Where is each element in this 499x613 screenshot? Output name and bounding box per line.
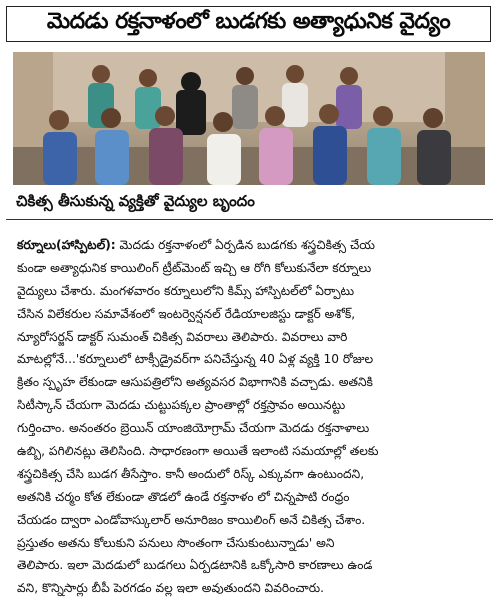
photo-caption-box	[6, 186, 493, 220]
article-line: చేసిన విలేకరుల సమావేశంలో ఇంటర్వెన్షనల్ రేడియాలజిస్టు డాక్టర్ అశోక్,	[17, 306, 356, 321]
article-line: గుర్తించాం. అనంతరం బ్రెయిన్ యాంజియోగ్రామ్ చేయగా మెదడు రక్తనాళాలు	[17, 421, 370, 436]
article-line: ఉబ్బి, పగిలినట్లు తెలిసింది. సాధారణంగా అయితే ఇలాంటి సమయాల్లో తలకు	[17, 444, 379, 459]
headline: మెదడు రక్తనాళంలో బుడగకు అత్యాధునిక వైద్యం	[46, 9, 451, 34]
article-line: మాటల్లోనే...'కర్నూలులో టాక్సీడ్రైవర్‌గా పనిచేస్తున్న 40 ఏళ్ల వ్యక్తి 10 రోజుల	[17, 352, 374, 367]
article-line: శస్త్రచికిత్స చేసి బుడగ తీసేస్తాం. కానీ అందులో రిస్క్ ఎక్కువగా ఉంటుందని,	[17, 466, 365, 481]
article-line: న్యూరోసర్జన్ డాక్టర్ సుమంత్ చికిత్స వివరాలు తెలిపారు. వివరాలు వారి	[17, 329, 348, 344]
article-line: తెలిపారు. ఇలా మెదడులో బుడగలు ఏర్పడటానికి ఒక్కోసారి కారణాలు ఉండ	[17, 558, 373, 573]
article-line-text: మెదడు రక్తనాళంలో ఏర్పడిన బుడగకు శస్త్రచికిత్స చేయ	[119, 238, 375, 252]
photo-caption: చికిత్స తీసుకున్న వ్యక్తితో వైద్యుల బృందం	[16, 191, 255, 210]
article-line: సిటీస్కాన్ చేయగా మెదడు చుట్టుపక్కల ప్రాంతాల్లో రక్తస్రావం అయినట్టు	[17, 398, 346, 413]
article-line: కుండా అత్యాధునిక కాయిలింగ్ ట్రీట్‌మెంట్ ఇచ్చి ఆ రోగి కోలుకునేలా కర్నూలు	[17, 260, 372, 275]
group-photo-illustration	[13, 52, 485, 185]
article-line: క్రితం స్పృహ లేకుండా ఆసుపత్రిలోని అత్యవసర విభాగానికి వచ్చాడు. అతనికి	[17, 375, 373, 390]
article-line: వని, కొన్నిసార్లు బీపీ పెరగడం వల్ల ఇలా అవుతుందని వివరించారు.	[17, 581, 325, 596]
article-body	[17, 234, 487, 600]
article-line: అతనికి చర్మం కోత లేకుండా తొడలో ఉండే రక్తనాళం లో చిన్నపాటి రంధ్రం	[17, 489, 350, 504]
article-line: ప్రస్తుతం అతను కోలుకుని పనులు సొంతంగా చేసుకుంటున్నాడు' అని	[17, 535, 335, 550]
article-line	[17, 234, 487, 257]
article-line: వైద్యులు చేశారు. మంగళవారం కర్నూలులోని కిమ్స్ హాస్పిటల్‌లో ఏర్పాటు	[17, 283, 355, 298]
headline-box	[6, 6, 491, 42]
dateline: కర్నూలు(హాస్పిటల్):	[17, 238, 116, 252]
article-line: చేయడం ద్వారా ఎండోవాస్కులార్ అనూరిజం కాయిలింగ్ అనే చికిత్స చేశాం.	[17, 512, 366, 527]
news-photo	[13, 52, 485, 185]
